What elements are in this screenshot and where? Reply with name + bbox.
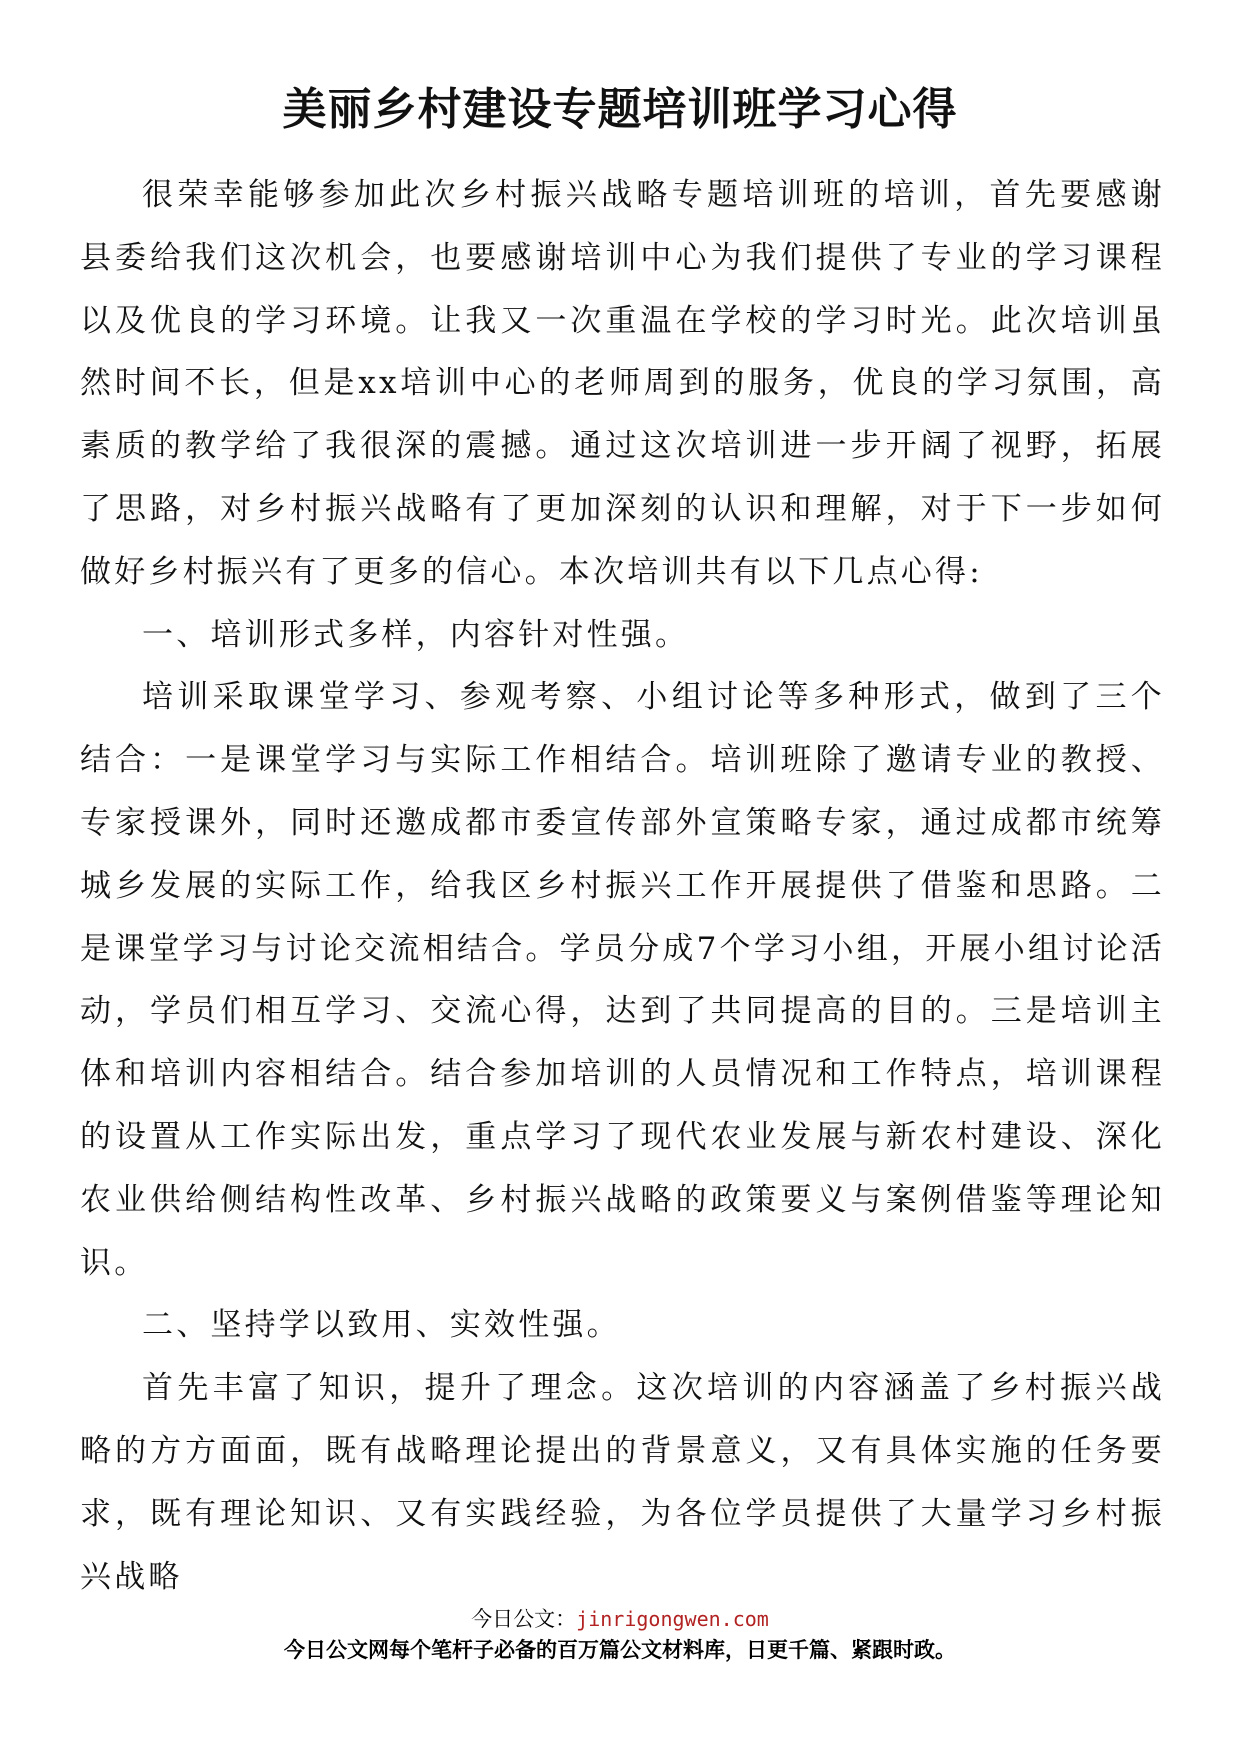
paragraph-section-2: 首先丰富了知识，提升了理念。这次培训的内容涵盖了乡村振兴战略的方方面面，既有战略理论提出的背景意义，又有具体实施的任务要求，既有理论知识、又有实践经验，为各位学员提供了大量学习乡村振兴战略 — [80, 1370, 1165, 1595]
section-heading-2: 二、坚持学以致用、实效性强。 — [142, 1307, 621, 1344]
footer-slogan: 今日公文网每个笔杆子必备的百万篇公文材料库，日更千篇、紧跟时政。 — [284, 1638, 956, 1662]
paragraph-section-1: 培训采取课堂学习、参观考察、小组讨论等多种形式，做到了三个结合：一是课堂学习与实际工作相结合。培训班除了邀请专业的教授、专家授课外，同时还邀成都市委宣传部外宣策略专家，通过成都市统筹城乡发展的实际工作，给我区乡村振兴工作开展提供了借鉴和思路。二是课堂学习与讨论交流相结合。学员分成7个学习小组，开展小组讨论活动，学员们相互学习、交流心得，达到了共同提高的目的。三是培训主体和培训内容相结合。结合参加培训的人员情况和工作特点，培训课程的设置从工作实际出发，重点学习了现代农业发展与新农村建设、深化农业供给侧结构性改革、乡村振兴战略的政策要义与案例借鉴等理论知识。 — [80, 679, 1165, 1281]
footer-site-url[interactable]: jinrigongwen.com — [576, 1607, 769, 1631]
page-footer — [0, 1604, 1240, 1666]
document-title: 美丽乡村建设专题培训班学习心得 — [282, 84, 958, 135]
footer-site-label: 今日公文： — [471, 1607, 577, 1631]
section-heading-1: 一、培训形式多样，内容针对性强。 — [142, 616, 690, 653]
document-body — [80, 164, 1165, 1608]
footer-source-line — [0, 1604, 1240, 1635]
paragraph-intro: 很荣幸能够参加此次乡村振兴战略专题培训班的培训，首先要感谢县委给我们这次机会，也要感谢培训中心为我们提供了专业的学习课程以及优良的学习环境。让我又一次重温在学校的学习时光。此次培训虽然时间不长，但是xx培训中心的老师周到的服务，优良的学习氛围，高素质的教学给了我很深的震撼。通过这次培训进一步开阔了视野，拓展了思路，对乡村振兴战略有了更加深刻的认识和理解，对于下一步如何做好乡村振兴有了更多的信心。本次培训共有以下几点心得: — [80, 177, 1165, 590]
